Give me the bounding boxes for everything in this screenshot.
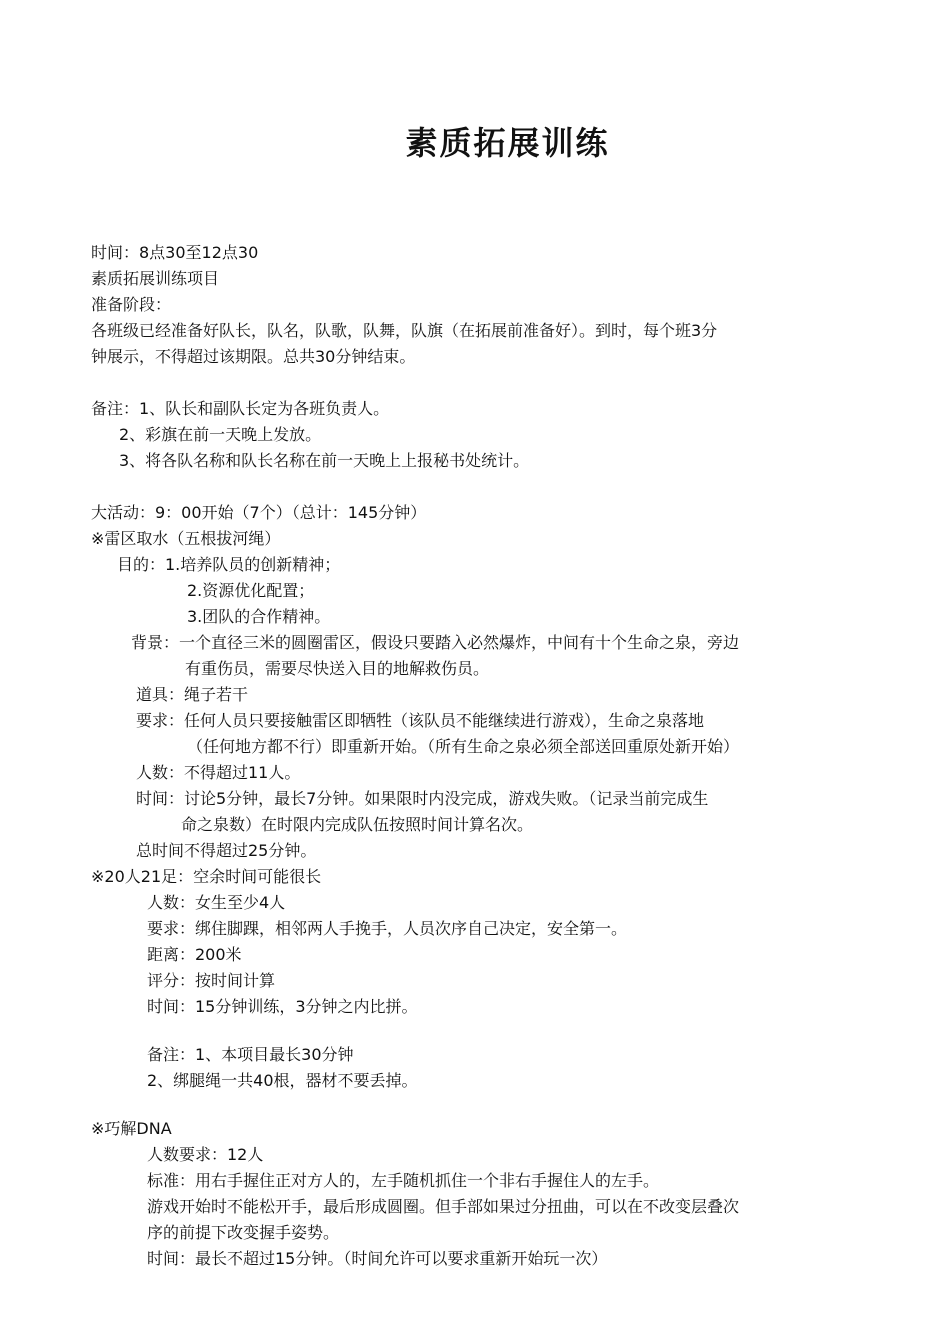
activity-background: 背景：一个直径三米的圆圈雷区，假设只要踏入必然爆炸，中间有十个生命之泉，旁边 bbox=[131, 633, 740, 652]
project-label: 素质拓展训练项目 bbox=[91, 269, 220, 288]
activity-requirements: 要求：绑住脚踝，相邻两人手挽手，人员次序自己决定，安全第一。 bbox=[147, 919, 628, 938]
activity-requirements: 要求：任何人员只要接触雷区即牺牲（该队员不能继续进行游戏），生命之泉落地 bbox=[136, 711, 705, 730]
document-body bbox=[91, 240, 866, 1272]
main-activity-heading: 大活动：9：00开始（7个）（总计：145分钟） bbox=[91, 503, 427, 522]
activity-scoring: 评分：按时间计算 bbox=[147, 971, 276, 990]
activity-title: ※20人21足：空余时间可能很长 bbox=[91, 867, 322, 886]
activity-props: 道具：绳子若干 bbox=[136, 685, 249, 704]
activity-distance: 距离：200米 bbox=[147, 945, 242, 964]
activity-purpose: 目的：1.培养队员的创新精神； bbox=[117, 555, 341, 574]
activity-background: 有重伤员，需要尽快送入目的地解救伤员。 bbox=[185, 659, 490, 678]
schedule-time: 时间：8点30至12点30 bbox=[91, 243, 259, 262]
activity-people: 人数：不得超过11人。 bbox=[136, 763, 301, 782]
page-title: 素质拓展训练 bbox=[405, 124, 610, 162]
activity-title: ※雷区取水（五根拔河绳） bbox=[91, 529, 281, 548]
activity-time: 命之泉数）在时限内完成队伍按照时间计算名次。 bbox=[181, 815, 534, 834]
activity-purpose: 2.资源优化配置； bbox=[187, 581, 315, 600]
note-item: 2、绑腿绳一共40根，器材不要丢掉。 bbox=[147, 1071, 418, 1090]
activity-time: 时间：15分钟训练，3分钟之内比拼。 bbox=[147, 997, 418, 1016]
activity-time: 时间：最长不超过15分钟。（时间允许可以要求重新开始玩一次） bbox=[147, 1249, 608, 1268]
note-item: 3、将各队名称和队长名称在前一天晚上上报秘书处统计。 bbox=[119, 451, 530, 470]
note-item: 2、彩旗在前一天晚上发放。 bbox=[119, 425, 322, 444]
activity-total: 总时间不得超过25分钟。 bbox=[136, 841, 317, 860]
prep-text: 各班级已经准备好队长，队名，队歌，队舞，队旗（在拓展前准备好）。到时，每个班3分 bbox=[91, 321, 718, 340]
prep-text: 钟展示，不得超过该期限。总共30分钟结束。 bbox=[91, 347, 416, 366]
note-item: 备注：1、本项目最长30分钟 bbox=[147, 1045, 354, 1064]
activity-purpose: 3.团队的合作精神。 bbox=[187, 607, 331, 626]
note-item: 备注：1、队长和副队长定为各班负责人。 bbox=[91, 399, 390, 418]
activity-requirements: （任何地方都不行）即重新开始。（所有生命之泉必须全部送回重原处新开始） bbox=[187, 737, 740, 756]
prep-heading: 准备阶段： bbox=[91, 295, 172, 314]
activity-rule: 游戏开始时不能松开手，最后形成圆圈。但手部如果过分扭曲，可以在不改变层叠次 bbox=[147, 1197, 740, 1216]
activity-standard: 标准：用右手握住正对方人的，左手随机抓住一个非右手握住人的左手。 bbox=[147, 1171, 660, 1190]
activity-people: 人数要求：12人 bbox=[147, 1145, 264, 1164]
activity-time: 时间：讨论5分钟，最长7分钟。如果限时内没完成，游戏失败。（记录当前完成生 bbox=[136, 789, 709, 808]
activity-rule: 序的前提下改变握手姿势。 bbox=[147, 1223, 340, 1242]
activity-title: ※巧解DNA bbox=[91, 1119, 172, 1138]
activity-people: 人数：女生至少4人 bbox=[147, 893, 286, 912]
